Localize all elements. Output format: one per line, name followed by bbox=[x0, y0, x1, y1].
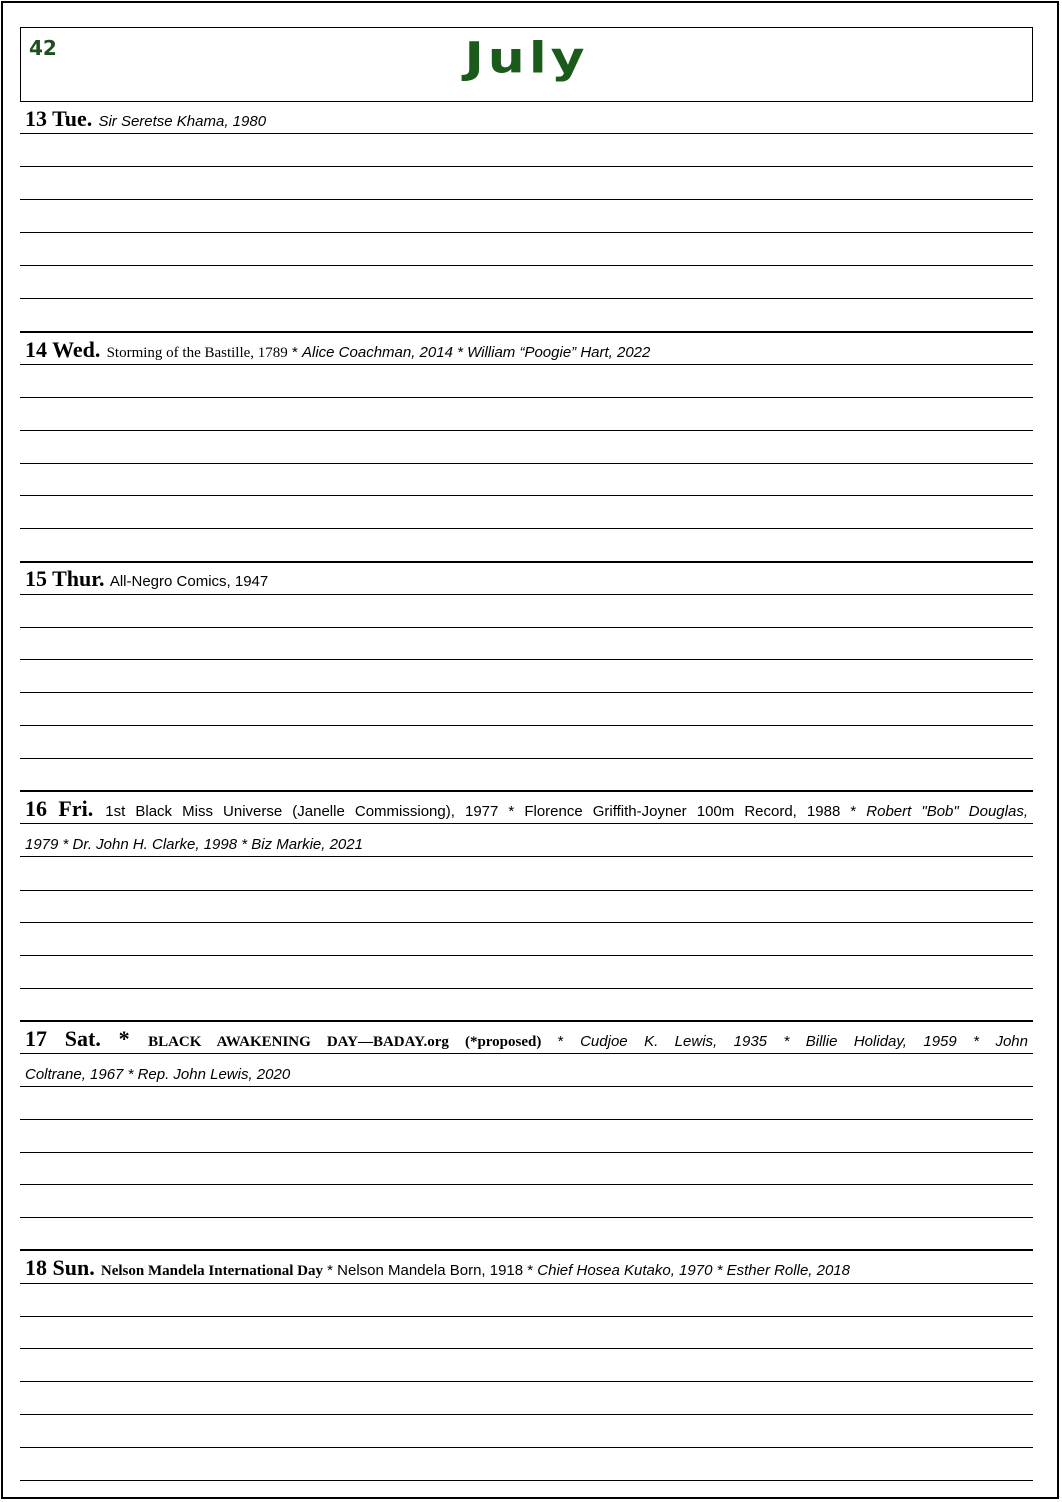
writing-line bbox=[20, 988, 1033, 989]
day-note-continued: 1979 * Dr. John H. Clarke, 1998 * Biz Markie, 2021 bbox=[25, 836, 363, 853]
writing-line bbox=[20, 594, 1033, 595]
writing-line bbox=[20, 528, 1033, 529]
writing-line bbox=[20, 397, 1033, 398]
day-note-continued: Coltrane, 1967 * Rep. John Lewis, 2020 bbox=[25, 1066, 291, 1083]
writing-line bbox=[20, 133, 1033, 134]
writing-line bbox=[20, 856, 1033, 857]
day-divider bbox=[20, 561, 1033, 563]
day-heading bbox=[25, 106, 1028, 132]
writing-line bbox=[20, 232, 1033, 233]
writing-line bbox=[20, 1053, 1033, 1054]
day-heading bbox=[25, 1255, 1028, 1281]
writing-line bbox=[20, 1283, 1033, 1284]
day-label: 13 Tue. bbox=[25, 106, 93, 131]
writing-line bbox=[20, 199, 1033, 200]
writing-line bbox=[20, 627, 1033, 628]
writing-line bbox=[20, 823, 1033, 824]
day-section-15 bbox=[20, 561, 1033, 791]
day-note-separator: * bbox=[541, 1033, 581, 1050]
writing-line bbox=[20, 1316, 1033, 1317]
writing-line bbox=[20, 364, 1033, 365]
page-header bbox=[20, 27, 1033, 102]
day-note: Robert "Bob" Douglas, bbox=[866, 803, 1028, 820]
page-number: 42 bbox=[29, 36, 57, 60]
day-section-16 bbox=[20, 790, 1033, 1020]
day-divider bbox=[20, 790, 1033, 792]
day-label: 18 Sun. bbox=[25, 1255, 95, 1280]
writing-line bbox=[20, 1152, 1033, 1153]
writing-line bbox=[20, 166, 1033, 167]
day-note: Sir Seretse Khama, 1980 bbox=[98, 113, 267, 130]
day-note-separator: * bbox=[287, 344, 302, 361]
writing-line bbox=[20, 463, 1033, 464]
day-note: BLACK AWAKENING DAY—BADAY.org (*proposed) bbox=[148, 1034, 542, 1050]
day-note: Chief Hosea Kutako, 1970 * Esther Rolle, 2018 bbox=[537, 1262, 850, 1279]
day-heading bbox=[25, 337, 1028, 363]
day-label: 16 Fri. bbox=[25, 796, 94, 821]
day-section-14 bbox=[20, 331, 1033, 561]
writing-line bbox=[20, 1184, 1033, 1185]
day-note: Nelson Mandela International Day bbox=[100, 1263, 323, 1279]
writing-line bbox=[20, 1086, 1033, 1087]
day-divider bbox=[20, 331, 1033, 333]
day-note: All-Negro Comics, 1947 bbox=[109, 573, 269, 590]
writing-line bbox=[20, 890, 1033, 891]
day-heading bbox=[25, 1026, 1028, 1052]
writing-line bbox=[20, 659, 1033, 660]
writing-line bbox=[20, 758, 1033, 759]
day-label: 14 Wed. bbox=[25, 337, 101, 362]
writing-line bbox=[20, 265, 1033, 266]
day-note: Alice Coachman, 2014 * William “Poogie” Hart, 2022 bbox=[302, 344, 651, 361]
day-section-18 bbox=[20, 1249, 1033, 1481]
day-heading bbox=[25, 796, 1028, 822]
day-label: 17 Sat. * bbox=[25, 1026, 130, 1051]
writing-line bbox=[20, 1119, 1033, 1120]
writing-line bbox=[20, 922, 1033, 923]
day-note: Cudjoe K. Lewis, 1935 * Billie Holiday, 1959 * John bbox=[580, 1033, 1028, 1050]
writing-line bbox=[20, 1381, 1033, 1382]
day-note: Storming of the Bastille, 1789 bbox=[106, 345, 288, 361]
writing-line bbox=[20, 1348, 1033, 1349]
writing-line bbox=[20, 1217, 1033, 1218]
writing-line bbox=[20, 955, 1033, 956]
month-title: July bbox=[464, 34, 589, 84]
day-note: 1st Black Miss Universe (Janelle Commissiong), 1977 * Florence Griffith-Joyner 100m Record, 1988 * bbox=[105, 803, 867, 820]
day-section-17 bbox=[20, 1020, 1033, 1250]
day-note: * Nelson Mandela Born, 1918 * bbox=[322, 1262, 538, 1279]
writing-line bbox=[20, 725, 1033, 726]
writing-line bbox=[20, 1414, 1033, 1415]
writing-line bbox=[20, 298, 1033, 299]
day-heading bbox=[25, 566, 1028, 592]
day-divider bbox=[20, 1249, 1033, 1251]
day-divider bbox=[20, 1020, 1033, 1022]
day-section-13 bbox=[20, 102, 1033, 332]
writing-line bbox=[20, 692, 1033, 693]
writing-line bbox=[20, 1447, 1033, 1448]
writing-line bbox=[20, 1480, 1033, 1481]
writing-line bbox=[20, 495, 1033, 496]
day-label: 15 Thur. bbox=[25, 566, 105, 591]
writing-line bbox=[20, 430, 1033, 431]
